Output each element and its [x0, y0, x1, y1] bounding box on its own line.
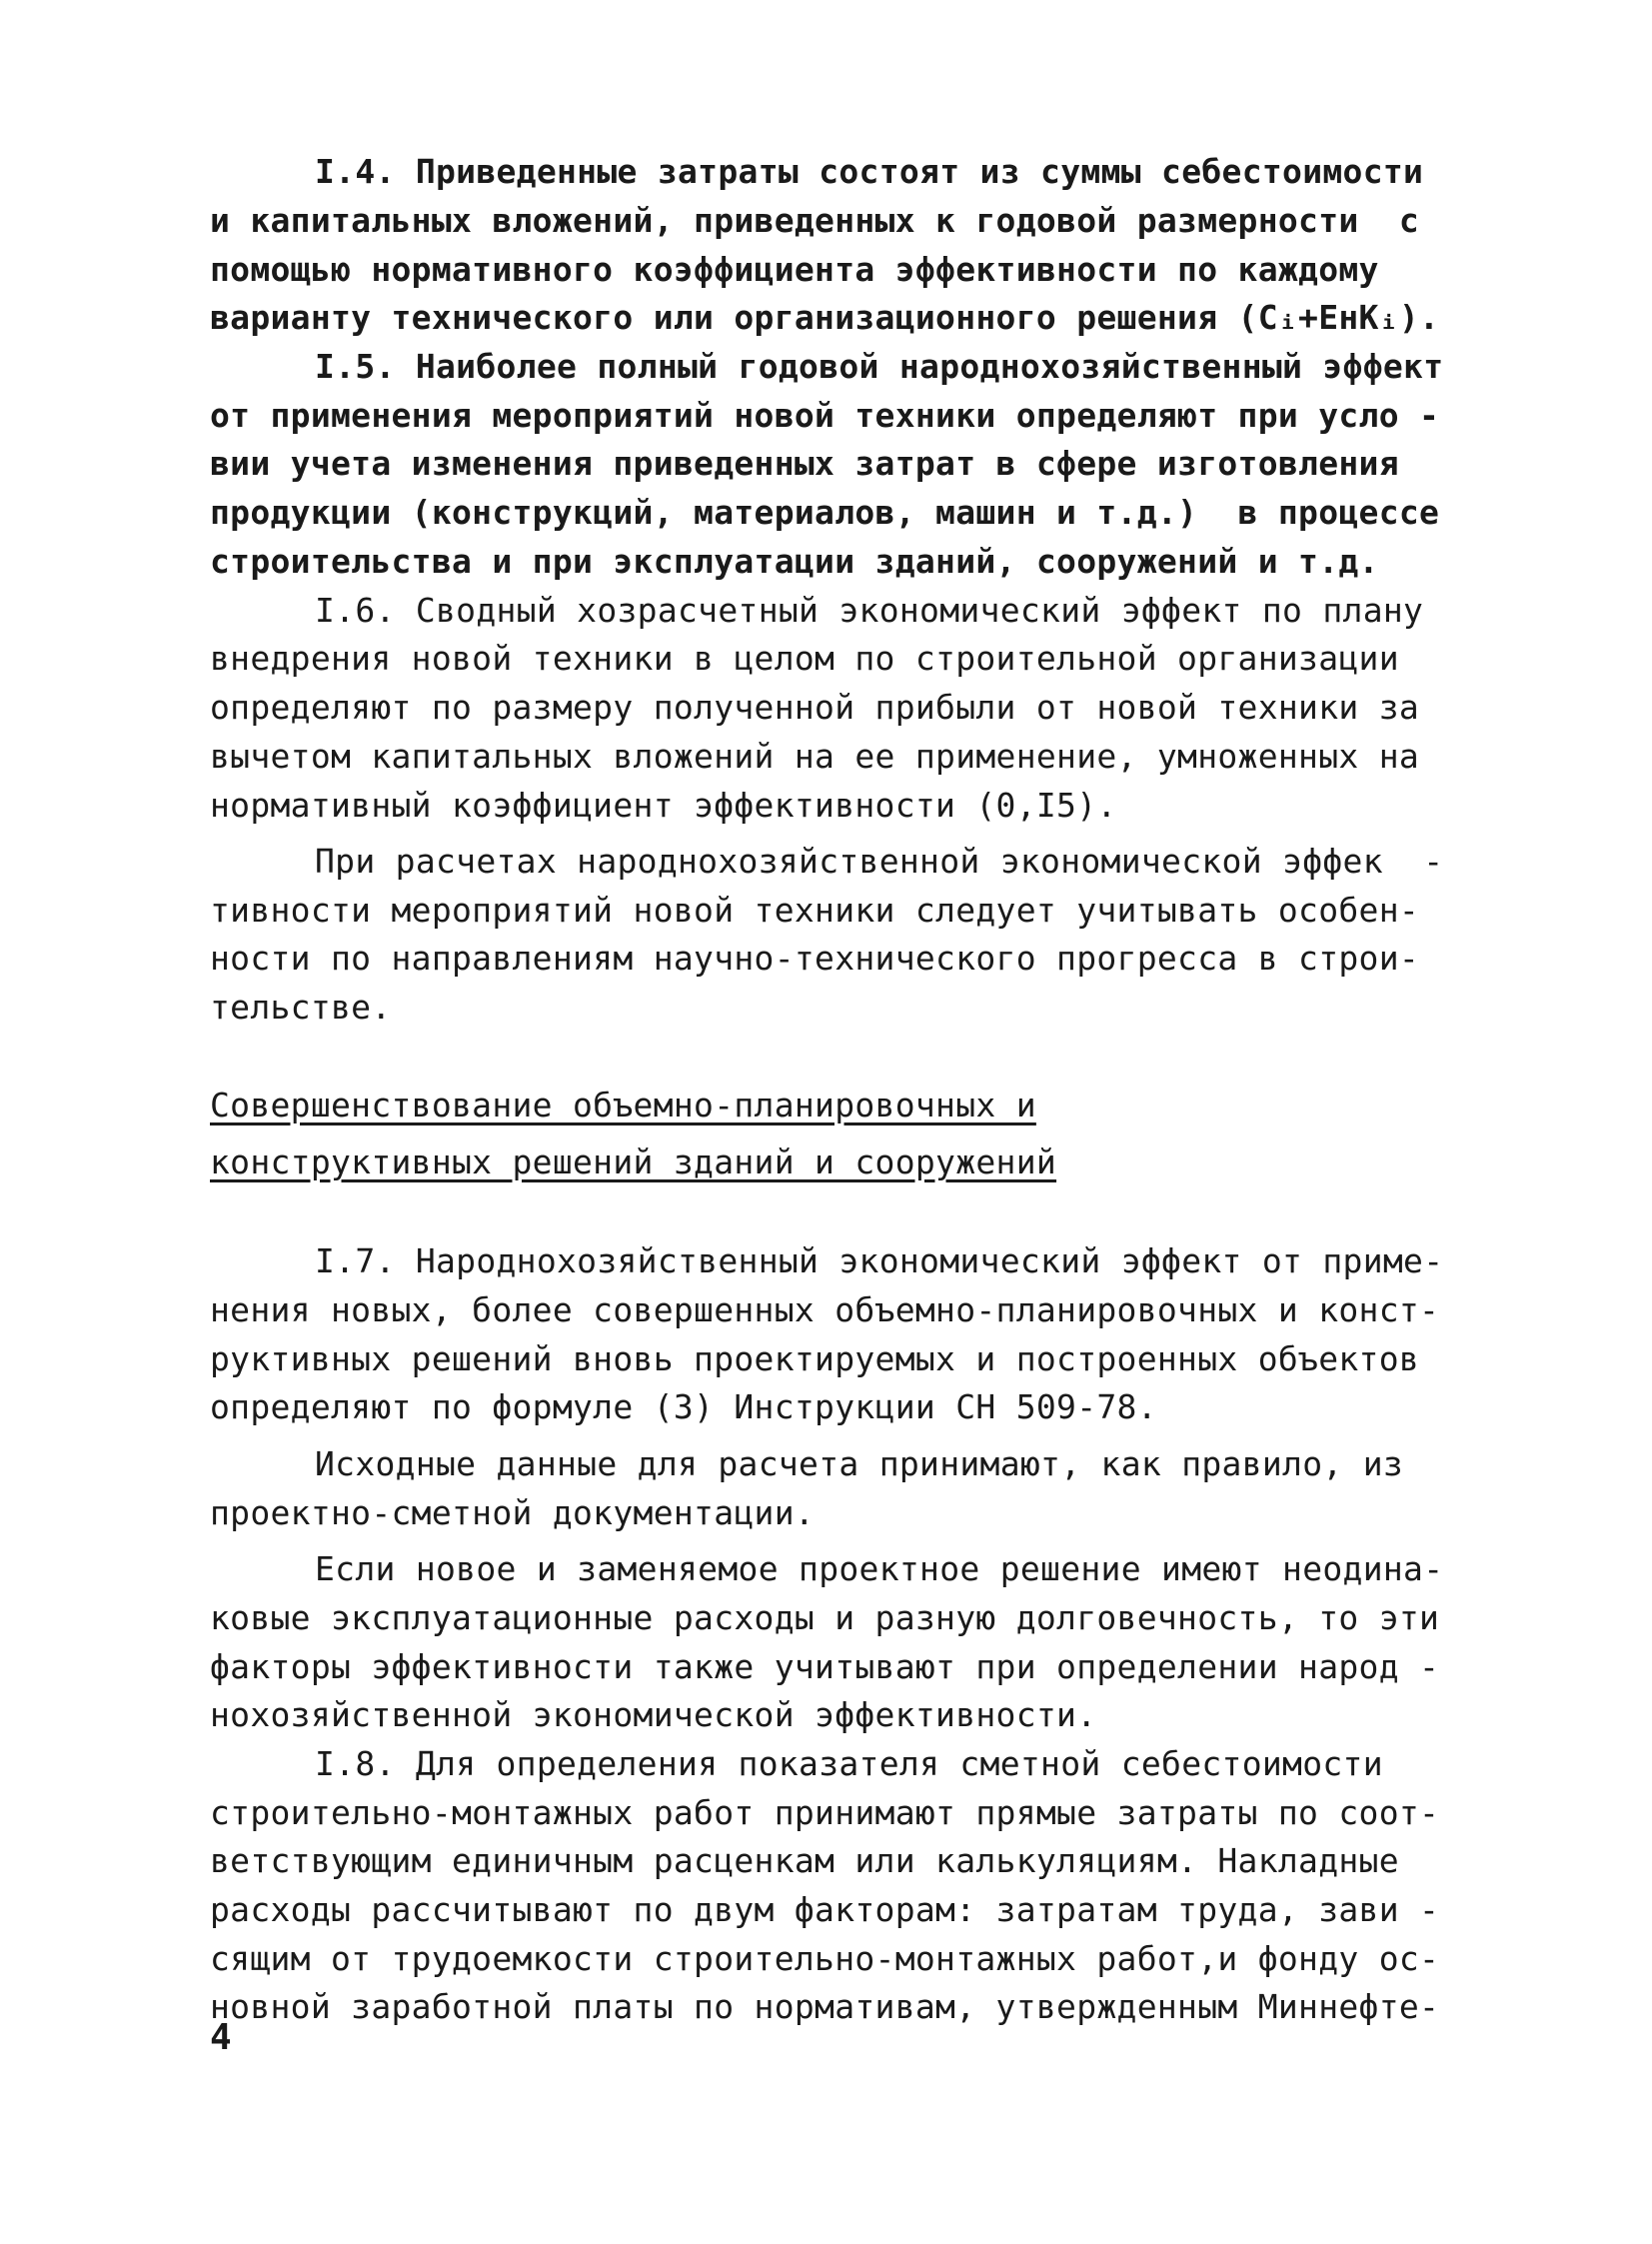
paragraph-1-6-line: внедрения новой техники в целом по строительной организации — [210, 639, 1399, 678]
paragraph-calc-line: тельстве. — [210, 988, 392, 1027]
paragraph-1-6-line: определяют по размеру полученной прибыли от новой техники за — [210, 688, 1420, 727]
paragraph-1-4-line: и капитальных вложений, приведенных к годовой размерности с — [210, 201, 1420, 240]
paragraph-1-8-line: ветствующим единичным расценкам или калькуляциям. Накладные — [210, 1841, 1399, 1880]
paragraph-1-8-line: I.8. Для определения показателя сметной себестоимости — [315, 1744, 1383, 1783]
paragraph-1-6-line: I.6. Сводный хозрасчетный экономический эффект по плану — [315, 591, 1424, 630]
paragraph-1-4-line: помощью нормативного коэффициента эффективности по каждому — [210, 250, 1379, 289]
paragraph-if-line: нохозяйственной экономической эффективности. — [210, 1695, 1097, 1734]
page-number: 4 — [210, 2017, 232, 2058]
paragraph-source-line: проектно-сметной документации. — [210, 1493, 816, 1532]
paragraph-calc-line: При расчетах народнохозяйственной экономической эффек - — [315, 842, 1444, 881]
paragraph-1-5-line: вии учета изменения приведенных затрат в сфере изготовления — [210, 444, 1399, 483]
paragraph-1-4-line: I.4. Приведенные затраты состоят из суммы себестоимости — [315, 152, 1424, 191]
paragraph-1-5-line: I.5. Наиболее полный годовой народнохозяйственный эффект — [315, 347, 1444, 386]
paragraph-1-7-line: руктивных решений вновь проектируемых и построенных объектов — [210, 1339, 1420, 1378]
paragraph-if-line: ковые эксплуатационные расходы и разную долговечность, то эти — [210, 1598, 1440, 1637]
paragraph-1-8-line: расходы рассчитывают по двум факторам: затратам труда, зави - — [210, 1890, 1440, 1929]
paragraph-1-6-line: вычетом капитальных вложений на ее применение, умноженных на — [210, 737, 1420, 776]
paragraph-source-line: Исходные данные для расчета принимают, как правило, из — [315, 1444, 1404, 1483]
paragraph-1-7-line: определяют по формуле (3) Инструкции СН 509-78. — [210, 1387, 1157, 1426]
paragraph-1-5-line: строительства и при эксплуатации зданий, сооружений и т.д. — [210, 542, 1379, 581]
section-heading-line: конструктивных решений зданий и сооружений — [210, 1142, 1057, 1181]
paragraph-1-8-line: строительно-монтажных работ принимают прямые затраты по соот- — [210, 1793, 1440, 1832]
paragraph-if-line: факторы эффективности также учитывают при определении народ - — [210, 1647, 1440, 1686]
paragraph-1-8-line: новной заработной платы по нормативам, утвержденным Миннефте- — [210, 1987, 1440, 2026]
paragraph-1-8-line: сящим от трудоемкости строительно-монтажных работ,и фонду ос- — [210, 1939, 1440, 1978]
paragraph-1-5-line: продукции (конструкций, материалов, машин и т.д.) в процессе — [210, 493, 1440, 532]
paragraph-calc-line: ности по направлениям научно-технического прогресса в строи- — [210, 939, 1420, 978]
paragraph-if-line: Если новое и заменяемое проектное решение имеют неодина- — [315, 1549, 1444, 1588]
section-heading-line: Совершенствование объемно-планировочных и — [210, 1086, 1036, 1124]
paragraph-1-7-line: I.7. Народнохозяйственный экономический эффект от приме- — [315, 1241, 1444, 1280]
paragraph-1-7-line: нения новых, более совершенных объемно-планировочных и конст- — [210, 1290, 1440, 1329]
paragraph-1-6-line: нормативный коэффициент эффективности (0,I5). — [210, 786, 1117, 825]
paragraph-1-5-line: от применения мероприятий новой техники определяют при усло - — [210, 396, 1440, 435]
paragraph-calc-line: тивности мероприятий новой техники следует учитывать особен- — [210, 891, 1420, 930]
paragraph-1-4-line: варианту технического или организационного решения (Cᵢ+EнKᵢ). — [210, 298, 1440, 337]
